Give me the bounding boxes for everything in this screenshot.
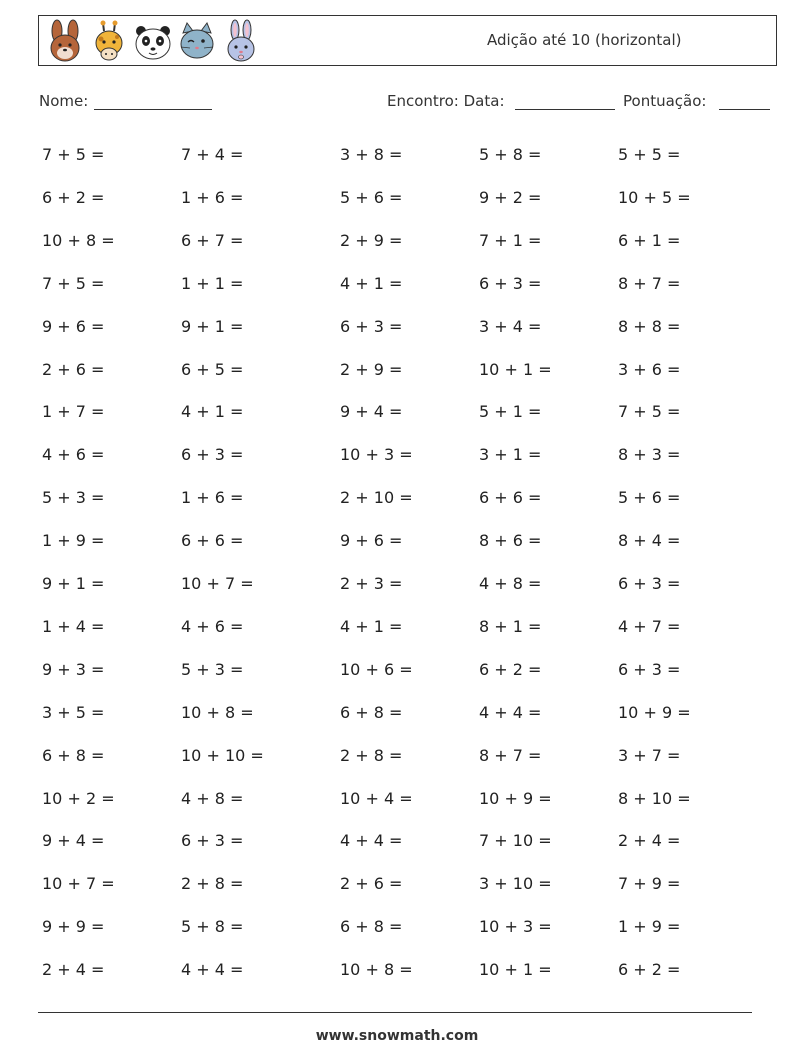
problem-item: 7 + 9 = — [618, 874, 681, 893]
problem-item: 3 + 10 = — [479, 874, 552, 893]
problem-item: 7 + 1 = — [479, 231, 542, 250]
problem-item: 1 + 9 = — [618, 917, 681, 936]
problem-item: 4 + 4 = — [340, 831, 403, 850]
problem-item: 10 + 1 = — [479, 960, 552, 979]
problem-item: 9 + 6 = — [42, 317, 105, 336]
problem-item: 4 + 8 = — [479, 574, 542, 593]
problem-item: 10 + 3 = — [479, 917, 552, 936]
problem-item: 1 + 7 = — [42, 402, 105, 421]
problem-item: 4 + 4 = — [479, 703, 542, 722]
problem-item: 3 + 7 = — [618, 746, 681, 765]
problem-item: 4 + 4 = — [181, 960, 244, 979]
problem-item: 9 + 3 = — [42, 660, 105, 679]
problem-item: 10 + 5 = — [618, 188, 691, 207]
problem-item: 8 + 7 = — [618, 274, 681, 293]
problem-item: 10 + 1 = — [479, 360, 552, 379]
problem-item: 5 + 6 = — [618, 488, 681, 507]
problem-item: 6 + 3 = — [181, 831, 244, 850]
problem-item: 5 + 1 = — [479, 402, 542, 421]
problem-item: 7 + 4 = — [181, 145, 244, 164]
problem-item: 10 + 3 = — [340, 445, 413, 464]
problem-item: 1 + 6 = — [181, 188, 244, 207]
date-label: Encontro: Data: — [387, 92, 505, 110]
problem-item: 6 + 7 = — [181, 231, 244, 250]
problem-item: 6 + 6 = — [181, 531, 244, 550]
problem-item: 4 + 6 = — [42, 445, 105, 464]
problem-item: 9 + 4 = — [42, 831, 105, 850]
problem-item: 6 + 5 = — [181, 360, 244, 379]
problem-item: 6 + 8 = — [42, 746, 105, 765]
problem-item: 6 + 3 = — [618, 660, 681, 679]
problem-item: 10 + 2 = — [42, 789, 115, 808]
problem-item: 10 + 8 = — [181, 703, 254, 722]
problem-item: 9 + 2 = — [479, 188, 542, 207]
score-label: Pontuação: — [623, 92, 707, 110]
problem-item: 5 + 8 = — [479, 145, 542, 164]
problem-item: 2 + 6 = — [340, 874, 403, 893]
problem-item: 10 + 6 = — [340, 660, 413, 679]
problem-item: 3 + 1 = — [479, 445, 542, 464]
problem-item: 6 + 3 = — [181, 445, 244, 464]
problem-item: 1 + 9 = — [42, 531, 105, 550]
name-label: Nome: — [39, 92, 89, 110]
problem-item: 6 + 6 = — [479, 488, 542, 507]
problem-item: 7 + 5 = — [42, 274, 105, 293]
problem-item: 9 + 9 = — [42, 917, 105, 936]
problem-item: 3 + 6 = — [618, 360, 681, 379]
problem-item: 10 + 9 = — [618, 703, 691, 722]
problem-item: 8 + 6 = — [479, 531, 542, 550]
problem-item: 2 + 10 = — [340, 488, 413, 507]
worksheet-title: Adição até 10 (horizontal) — [487, 31, 682, 49]
problem-item: 5 + 3 = — [42, 488, 105, 507]
problem-item: 10 + 7 = — [42, 874, 115, 893]
problem-item: 5 + 5 = — [618, 145, 681, 164]
problem-item: 8 + 10 = — [618, 789, 691, 808]
problem-item: 2 + 8 = — [340, 746, 403, 765]
problem-item: 9 + 6 = — [340, 531, 403, 550]
problem-item: 4 + 1 = — [340, 274, 403, 293]
problem-item: 9 + 4 = — [340, 402, 403, 421]
problem-item: 2 + 9 = — [340, 360, 403, 379]
problem-item: 4 + 6 = — [181, 617, 244, 636]
problem-item: 9 + 1 = — [42, 574, 105, 593]
problem-item: 1 + 1 = — [181, 274, 244, 293]
problem-item: 6 + 8 = — [340, 703, 403, 722]
problem-item: 4 + 1 = — [340, 617, 403, 636]
problem-item: 8 + 7 = — [479, 746, 542, 765]
problem-item: 7 + 5 = — [618, 402, 681, 421]
footer-url: www.snowmath.com — [315, 1028, 479, 1044]
problem-item: 1 + 4 = — [42, 617, 105, 636]
problem-item: 3 + 4 = — [479, 317, 542, 336]
problem-item: 6 + 2 = — [618, 960, 681, 979]
problem-item: 10 + 9 = — [479, 789, 552, 808]
problem-item: 6 + 2 = — [42, 188, 105, 207]
problem-item: 6 + 3 = — [479, 274, 542, 293]
problem-item: 6 + 2 = — [479, 660, 542, 679]
problem-item: 5 + 3 = — [181, 660, 244, 679]
problem-item: 4 + 8 = — [181, 789, 244, 808]
footer-divider — [38, 1012, 752, 1013]
problem-item: 2 + 4 = — [618, 831, 681, 850]
problem-item: 4 + 7 = — [618, 617, 681, 636]
problem-item: 10 + 4 = — [340, 789, 413, 808]
problem-item: 10 + 10 = — [181, 746, 264, 765]
problem-item: 8 + 3 = — [618, 445, 681, 464]
problem-item: 6 + 3 = — [340, 317, 403, 336]
problem-item: 2 + 4 = — [42, 960, 105, 979]
problem-item: 2 + 8 = — [181, 874, 244, 893]
problem-item: 7 + 5 = — [42, 145, 105, 164]
problem-item: 10 + 8 = — [340, 960, 413, 979]
problem-item: 4 + 1 = — [181, 402, 244, 421]
problem-item: 8 + 1 = — [479, 617, 542, 636]
problem-item: 6 + 1 = — [618, 231, 681, 250]
problem-item: 3 + 5 = — [42, 703, 105, 722]
problem-item: 6 + 8 = — [340, 917, 403, 936]
problem-item: 6 + 3 = — [618, 574, 681, 593]
problem-item: 10 + 7 = — [181, 574, 254, 593]
problem-item: 1 + 6 = — [181, 488, 244, 507]
problem-item: 2 + 6 = — [42, 360, 105, 379]
problem-item: 5 + 8 = — [181, 917, 244, 936]
problem-item: 5 + 6 = — [340, 188, 403, 207]
problem-item: 3 + 8 = — [340, 145, 403, 164]
problem-item: 10 + 8 = — [42, 231, 115, 250]
problem-item: 9 + 1 = — [181, 317, 244, 336]
problem-item: 2 + 3 = — [340, 574, 403, 593]
problem-item: 2 + 9 = — [340, 231, 403, 250]
problem-item: 8 + 8 = — [618, 317, 681, 336]
problem-item: 7 + 10 = — [479, 831, 552, 850]
problem-item: 8 + 4 = — [618, 531, 681, 550]
